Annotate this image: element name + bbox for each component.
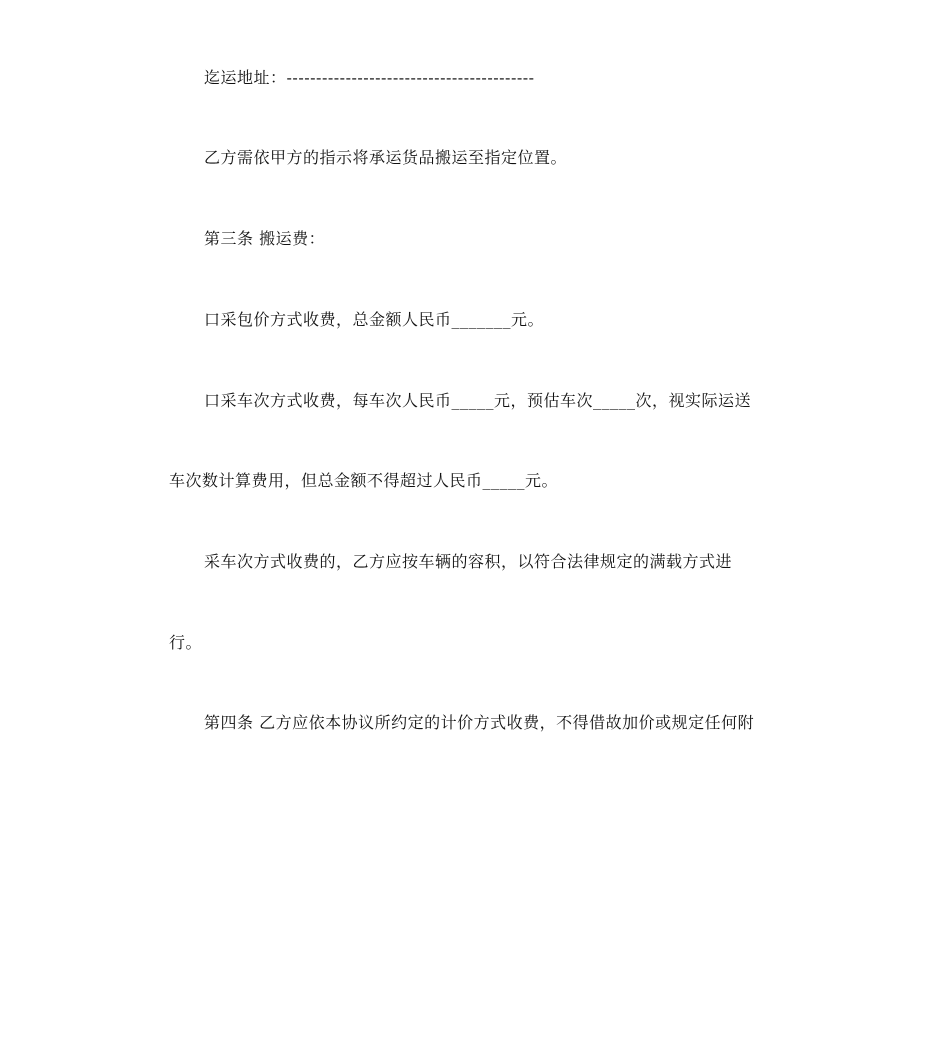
paragraph-full-load-continued: 行。	[169, 633, 203, 652]
article-three-heading: 第三条 搬运费：	[204, 229, 326, 248]
delivery-address-line: 迄运地址：------------------------------------------	[204, 68, 535, 87]
article-four-paragraph: 第四条 乙方应依本协议所约定的计价方式收费，不得借故加价或规定任何附	[204, 713, 755, 732]
paragraph-instruction: 乙方需依甲方的指示将承运货品搬运至指定位置。	[204, 148, 568, 167]
paragraph-full-load: 采车次方式收费的，乙方应按车辆的容积，以符合法律规定的满载方式进	[204, 552, 733, 571]
fee-option-lump-sum: 口采包价方式收费，总金额人民币_______元。	[204, 310, 545, 329]
fee-option-per-trip-continued: 车次数计算费用，但总金额不得超过人民币_____元。	[169, 471, 559, 490]
fee-option-per-trip: 口采车次方式收费，每车次人民币_____元，预估车次_____次，视实际运送	[204, 391, 752, 410]
